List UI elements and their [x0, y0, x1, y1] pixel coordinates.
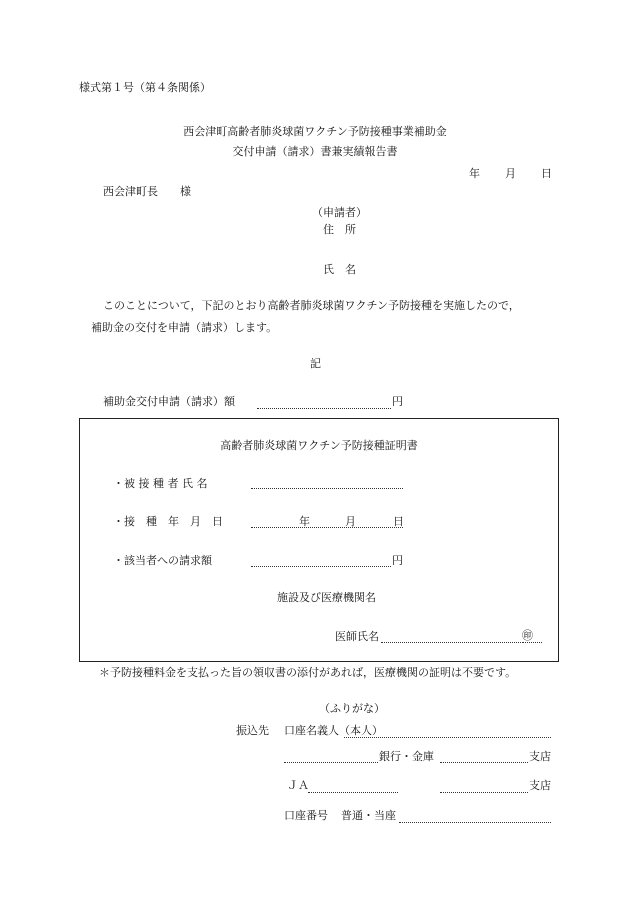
title-line-1: 西会津町高齢者肺炎球菌ワクチン予防接種事業補助金 [183, 125, 447, 138]
amount-field[interactable] [257, 408, 391, 409]
bank-suffix: 銀行・金庫 [379, 750, 434, 763]
account-holder-label: 口座名義人（本人） [284, 724, 383, 737]
vaccination-date-label: ・接 種 年 月 日 [113, 515, 223, 528]
vaccination-date-month: 月 [345, 515, 356, 528]
applicant-address-label: 住 所 [323, 223, 356, 236]
body-text-line-2: 補助金の交付を申請（請求）します。 [91, 321, 278, 334]
date-day: 日 [541, 167, 552, 180]
seal-mark: ㊞ [522, 629, 533, 642]
account-type-label: 普通・当座 [341, 809, 396, 822]
applicant-label: （申請者） [312, 206, 367, 219]
amount-label: 補助金交付申請（請求）額 [103, 395, 235, 408]
vaccination-date-year: 年 [299, 515, 310, 528]
applicant-name-label: 氏 名 [323, 263, 356, 276]
billing-amount-field[interactable] [251, 566, 391, 567]
billing-amount-label: ・該当者への請求額 [113, 554, 212, 567]
bank-name-field[interactable] [284, 762, 378, 763]
date-month: 月 [505, 167, 516, 180]
billing-amount-unit: 円 [392, 554, 403, 567]
recipient-name-field[interactable] [251, 488, 403, 489]
transfer-label: 振込先 [236, 724, 269, 737]
form-number: 様式第１号（第４条関係） [79, 81, 211, 94]
furigana-label: （ふりがな） [319, 702, 385, 715]
account-holder-field[interactable] [344, 737, 551, 738]
bank-branch-suffix: 支店 [529, 750, 551, 763]
amount-unit: 円 [392, 395, 403, 408]
ki-heading: 記 [310, 357, 321, 370]
certificate-title: 高齢者肺炎球菌ワクチン予防接種証明書 [220, 439, 418, 452]
bank-branch-field[interactable] [440, 762, 528, 763]
account-number-label: 口座番号 [284, 809, 328, 822]
doctor-name-field[interactable] [381, 642, 521, 643]
date-year: 年 [469, 167, 480, 180]
ja-branch-field[interactable] [440, 792, 528, 793]
ja-name-field[interactable] [308, 792, 398, 793]
ja-label: ＪＡ [287, 779, 309, 792]
vaccination-date-field[interactable] [251, 527, 403, 528]
addressee: 西会津町長 様 [103, 185, 191, 198]
recipient-name-label: ・被 接 種 者 氏 名 [113, 477, 208, 490]
seal-underline [522, 642, 542, 643]
body-text-line-1: このことについて，下記のとおり高齢者肺炎球菌ワクチン予防接種を実施したので， [103, 299, 520, 312]
certificate-box [79, 418, 559, 662]
receipt-note: ＊予防接種料金を支払った旨の領収書の添付があれば，医療機関の証明は不要です。 [99, 666, 517, 679]
ja-branch-suffix: 支店 [529, 779, 551, 792]
account-number-field[interactable] [399, 822, 551, 823]
title-line-2: 交付申請（請求）書兼実績報告書 [232, 145, 398, 158]
vaccination-date-day: 日 [393, 515, 404, 528]
doctor-name-label: 医師氏名 [335, 630, 379, 643]
facility-label: 施設及び医療機関名 [277, 591, 376, 604]
